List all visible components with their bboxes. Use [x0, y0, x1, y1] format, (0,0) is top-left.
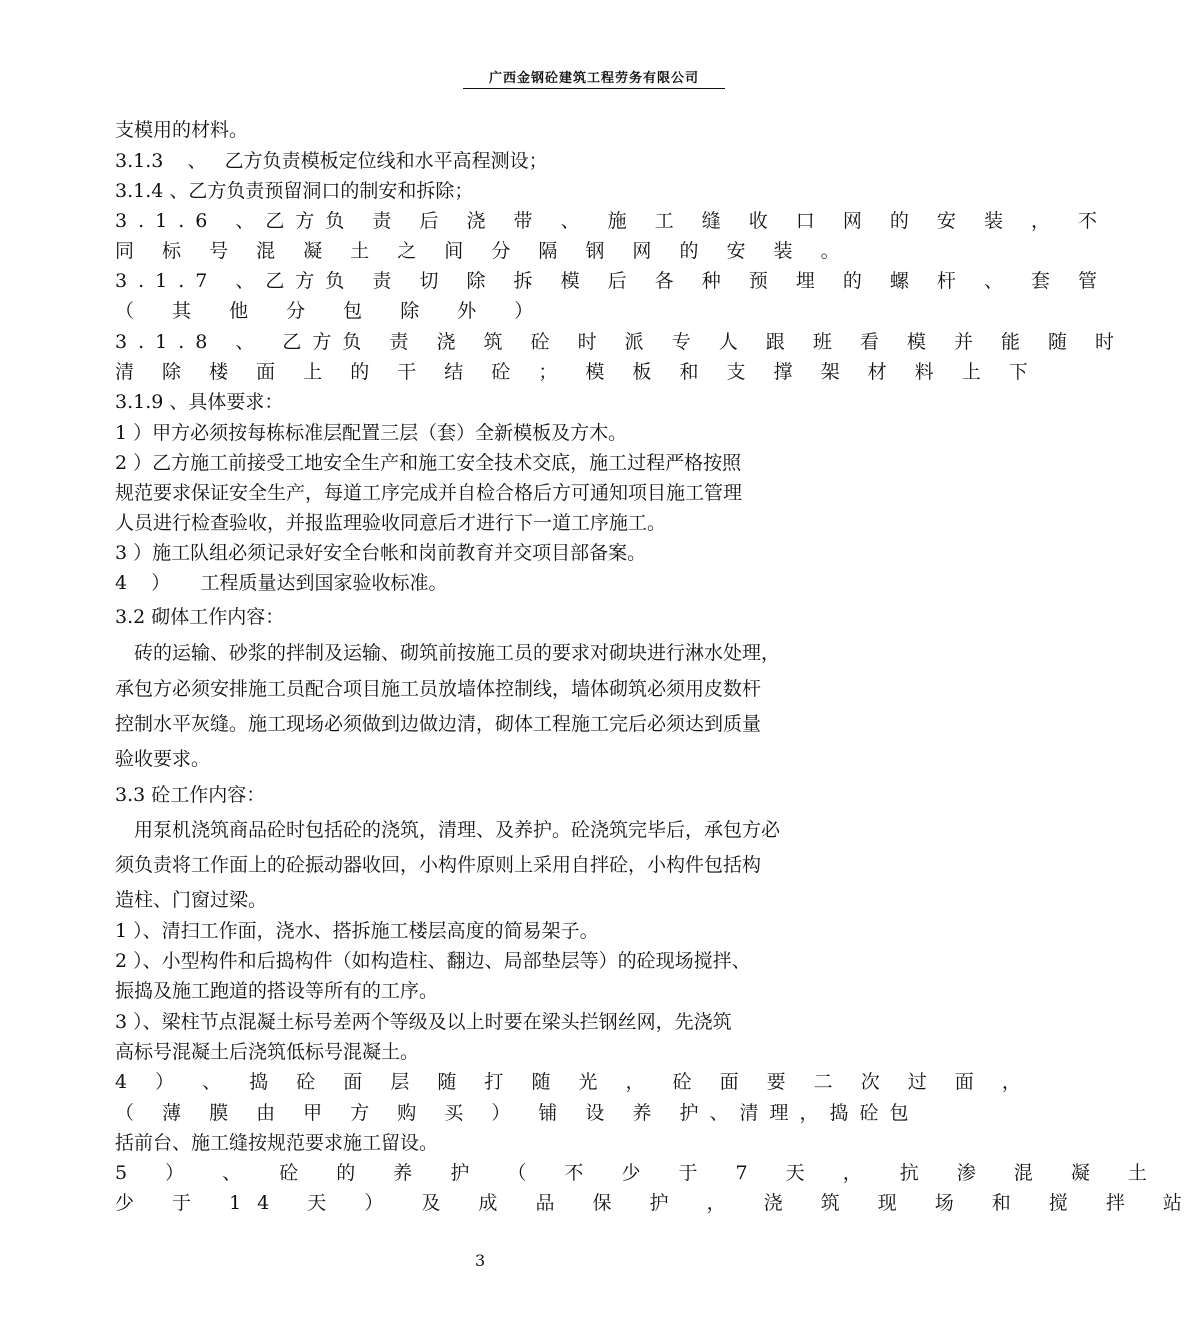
text-line: 3.1.9 、具体要求：: [115, 391, 284, 413]
text-line: （ 薄 膜 由 甲 方 购 买 ） 铺 设 养 护、清理，捣砼包: [115, 1102, 920, 1124]
text-line: 验收要求。: [115, 748, 211, 770]
text-line: 高标号混凝土后浇筑低标号混凝土。: [115, 1041, 420, 1063]
text-line: 3 ）、梁柱节点混凝土标号差两个等级及以上时要在梁头拦钢丝网，先浇筑: [115, 1011, 732, 1033]
text-line: 3.1.4 、乙方负责预留洞口的制安和拆除；: [115, 180, 474, 202]
text-line: 同 标 号 混 凝 土 之 间 分 隔 钢 网 的 安 装 。: [115, 240, 851, 262]
text-line: 4 ） 、 捣 砼 面 层 随 打 随 光 ， 砼 面 要 二 次 过 面 ，: [115, 1071, 1032, 1093]
text-line: 4 ） 工程质量达到国家验收标准。: [115, 572, 448, 594]
text-line: 规范要求保证安全生产，每道工序完成并自检合格后方可通知项目施工管理: [115, 482, 743, 504]
text-line: 振捣及施工跑道的搭设等所有的工序。: [115, 980, 439, 1002]
text-line: 砖的运输、砂浆的拌制及运输、砌筑前按施工员的要求对砌块进行淋水处理，: [115, 642, 781, 664]
text-line: 造柱、门窗过梁。: [115, 889, 268, 911]
text-line: 承包方必须安排施工员配合项目施工员放墙体控制线，墙体砌筑必须用皮数杆: [115, 678, 762, 700]
text-line: 3.1.7 、乙方负 责 切 除 拆 模 后 各 种 预 埋 的 螺 杆 、 套 管: [115, 270, 1109, 292]
text-line: 支模用的材料。: [115, 119, 249, 141]
text-line: 用泵机浇筑商品砼时包括砼的浇筑，清理、及养护。砼浇筑完毕后，承包方必: [115, 819, 781, 841]
text-line: 3.1.3 、 乙方负责模板定位线和水平高程测设；: [115, 150, 548, 172]
text-line: 3.1.8 、 乙方负 责 浇 筑 砼 时 派 专 人 跟 班 看 模 并 能 随 时: [115, 331, 1126, 353]
text-line: 少 于 14 天 ） 及 成 品 保 护 ， 浇 筑 现 场 和 搅 拌 站: [115, 1192, 1198, 1214]
section-heading: 3.2 砌体工作内容：: [115, 606, 285, 628]
text-line: 3.1.6 、乙方负 责 后 浇 带 、 施 工 缝 收 口 网 的 安 装 ， 不: [115, 210, 1109, 232]
text-line: 1 ）、清扫工作面，浇水、搭拆施工楼层高度的简易架子。: [115, 920, 599, 942]
text-line: 须负责将工作面上的砼振动器收回，小构件原则上采用自拌砼，小构件包括构: [115, 854, 762, 876]
text-line: 2 ）、小型构件和后捣构件（如构造柱、翻边、局部垫层等）的砼现场搅拌、: [115, 950, 751, 972]
page-number: 3: [475, 1251, 486, 1270]
text-line: （ 其 他 分 包 除 外 ）: [115, 300, 550, 322]
text-line: 1 ）甲方必须按每栋标准层配置三层（套）全新模板及方木。: [115, 422, 628, 444]
text-line: 人员进行检查验收，并报监理验收同意后才进行下一道工序施工。: [115, 512, 667, 534]
text-line: 3 ）施工队组必须记录好安全台帐和岗前教育并交项目部备案。: [115, 542, 647, 564]
section-heading: 3.3 砼工作内容：: [115, 784, 266, 806]
text-line: 控制水平灰缝。施工现场必须做到边做边清，砌体工程施工完后必须达到质量: [115, 713, 762, 735]
company-header: 广西金钢砼建筑工程劳务有限公司: [463, 67, 725, 89]
text-line: 2 ）乙方施工前接受工地安全生产和施工安全技术交底，施工过程严格按照: [115, 452, 742, 474]
text-line: 清 除 楼 面 上 的 干 结 砼 ； 模 板 和 支 撑 架 材 料 上 下: [115, 361, 1039, 383]
text-line: 5 ） 、 砼 的 养 护 （ 不 少 于 7 天 ， 抗 渗 混 凝 土: [115, 1162, 1163, 1184]
text-line: 括前台、施工缝按规范要求施工留设。: [115, 1132, 439, 1154]
